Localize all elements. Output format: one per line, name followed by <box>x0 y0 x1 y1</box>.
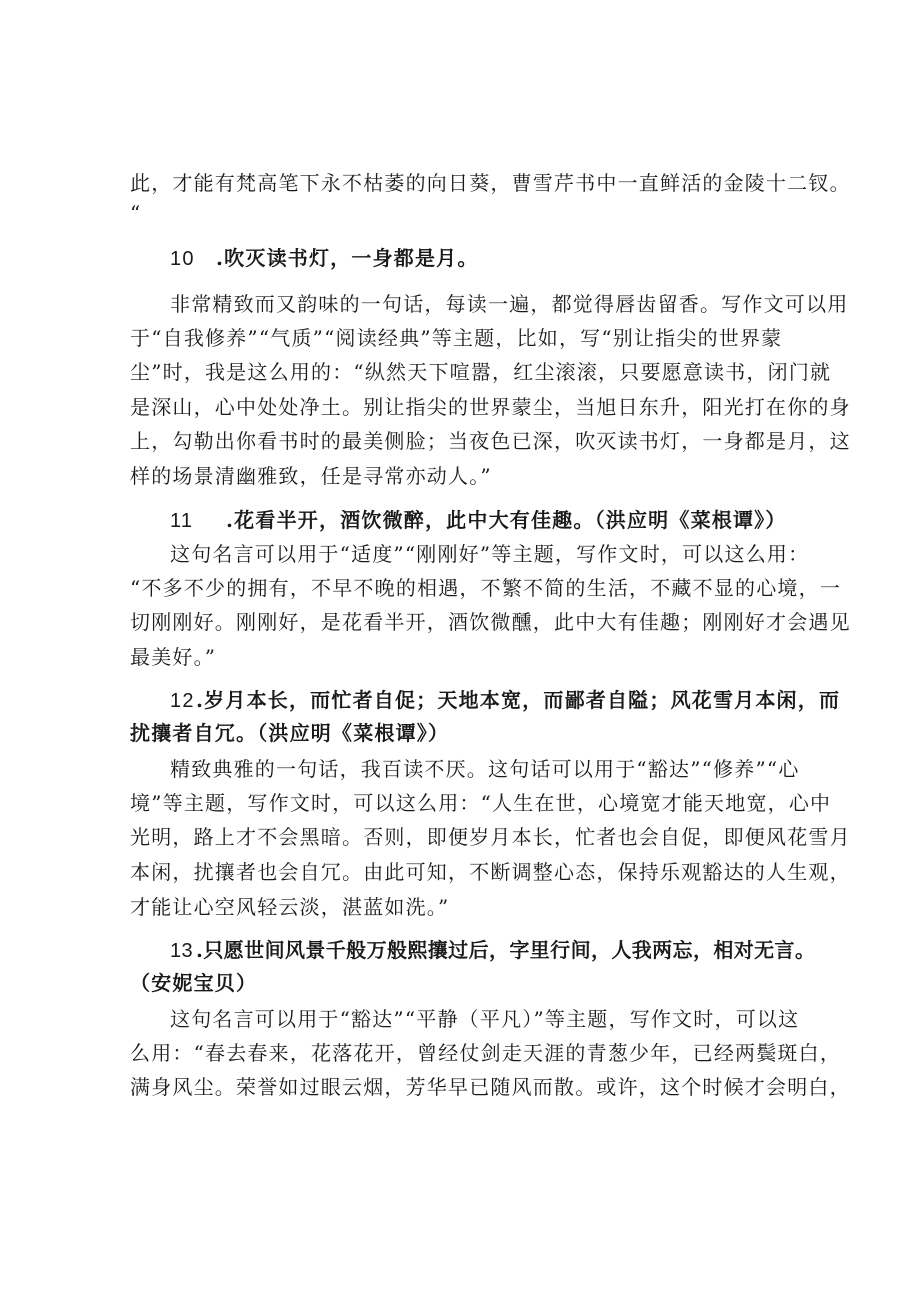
paragraph-line: 是深山，心中处处净土。别让指尖的世界蒙尘，当旭日东升，阳光打在你的身 <box>130 395 851 419</box>
section-title: .岁月本长，而忙者自促；天地本宽，而鄙者自隘；风花雪月本闲，而 <box>196 688 841 712</box>
section-heading-13 <box>170 935 820 966</box>
intro-quote-mark: “ <box>130 201 142 225</box>
paragraph-line: 最美好。” <box>130 645 217 669</box>
paragraph-line: 精致典雅的一句话，我百读不厌。这句话可以用于“豁达”“修养”“心 <box>170 757 800 781</box>
intro-line: 此，才能有梵高笔下永不枯萎的向日葵，曹雪芹书中一直鲜活的金陵十二钗。 <box>130 171 851 195</box>
section-heading-12 <box>170 685 841 716</box>
paragraph-line: 于“自我修养”“气质”“阅读经典”等主题，比如，写“别让指尖的世界蒙 <box>130 326 783 350</box>
paragraph-line: 这句名言可以用于“适度”“刚刚好”等主题，写作文时，可以这么用： <box>170 542 810 566</box>
paragraph-line: 境”等主题，写作文时，可以这么用：“人生在世，心境宽才能天地宽，心中 <box>130 791 832 815</box>
section-number: 13 <box>170 940 194 962</box>
section-number: 10 <box>170 248 195 270</box>
section-title-continued: （安妮宝贝） <box>130 971 258 995</box>
paragraph-line: 切刚刚好。刚刚好，是花看半开，酒饮微醺，此中大有佳趣；刚刚好才会遇见 <box>130 610 851 634</box>
paragraph-line: 才能让心空风轻云淡，湛蓝如洗。” <box>130 895 450 919</box>
paragraph-line: 满身风尘。荣誉如过眼云烟，芳华早已随风而散。或许，这个时候才会明白， <box>130 1075 851 1099</box>
paragraph-line: 本闲，扰攘者也会自冗。由此可知，不断调整心态，保持乐观豁达的人生观， <box>130 860 851 884</box>
paragraph-line: “不多不少的拥有，不早不晚的相遇，不繁不简的生活，不藏不显的心境，一 <box>130 576 842 600</box>
paragraph-line: 尘”时，我是这么用的：“纵然天下喧嚣，红尘滚滚，只要愿意读书，闭门就 <box>130 360 832 384</box>
section-title: .吹灭读书灯，一身都是月。 <box>216 246 479 270</box>
paragraph-line: 样的场景清幽雅致，任是寻常亦动人。” <box>130 464 492 488</box>
section-heading-11 <box>170 505 820 536</box>
section-title-continued: 扰攘者自冗。（洪应明《菜根谭》） <box>130 721 450 745</box>
paragraph-line: 么用：“春去春来，花落花开，曾经仗剑走天涯的青葱少年，已经两鬓斑白， <box>130 1041 842 1065</box>
paragraph-line: 非常精致而又韵味的一句话，每读一遍，都觉得唇齿留香。写作文可以用 <box>170 292 849 316</box>
paragraph-line: 光明，路上才不会黑暗。否则，即便岁月本长，忙者也会自促，即便风花雪月 <box>130 825 851 849</box>
paragraph-line: 上，勾勒出你看书时的最美侧脸；当夜色已深，吹灭读书灯，一身都是月，这 <box>130 429 851 453</box>
section-title: .花看半开，酒饮微醉，此中大有佳趣。（洪应明《菜根谭》） <box>226 508 787 532</box>
section-title: .只愿世间风景千般万般熙攘过后，字里行间，人我两忘，相对无言。 <box>196 938 816 962</box>
section-number: 12 <box>170 690 195 712</box>
section-heading-10 <box>170 243 820 274</box>
paragraph-line: 这句名言可以用于“豁达”“平静（平凡）”等主题，写作文时，可以这 <box>170 1007 800 1031</box>
section-number: 11 <box>170 510 194 532</box>
